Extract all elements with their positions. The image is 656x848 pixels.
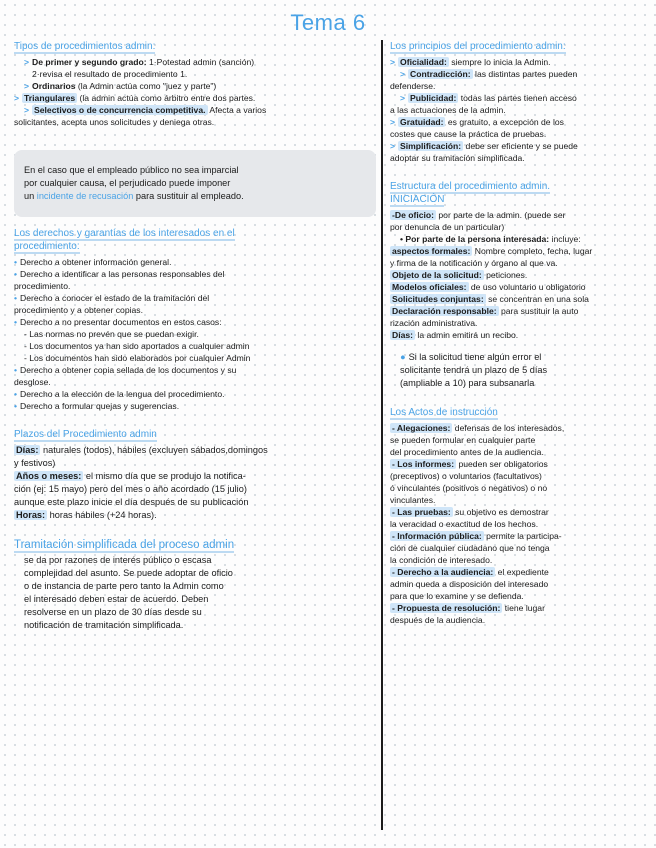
actos-line: la condición de interesado. [390,555,493,565]
list-item: desglose. [14,377,51,387]
tipos-line: 2·revisa el resultado de procedimiento 1. [32,69,188,79]
list-item: • Derecho a identificar a las personas responsables del [14,269,225,279]
page-title: Tema 6 [290,10,366,35]
estructura-line: por denuncia de un particular) [390,222,505,232]
tipos-line: > Ordinarios (la Admin actúa como "juez y parte") [24,81,217,91]
tipos-line: > De primer y segundo grado: 1·Potestad admin (sanción) [24,57,255,67]
principios-heading: Los principios del procedimiento admin: [390,41,566,52]
column-divider [381,40,383,830]
tipos-line: solicitantes, acepta unos solicitudes y deniega otras. [14,117,215,127]
list-item: • Derecho a la elección de la lengua del procedimiento. [14,389,225,399]
iniciacion-subheading: INICIACIÓN [390,194,445,205]
plazos-line: Horas: horas hábiles (+24 horas). [16,510,157,520]
actos-line: admin queda a disposición del interesado [390,579,549,589]
tramitacion-text [14,554,376,632]
tipos-line: > Triangulares (la admin actúa como árbitro entre dos partes. [14,93,256,103]
tramitacion-line: o de instancia de parte pero tanto la Admin como [24,581,224,591]
list-item: procedimiento. [14,281,71,291]
list-item: procedimiento y a obtener copias. [14,305,143,315]
principios-line: costes que cause la práctica de pruebas. [390,129,547,139]
principios-line: adoptar su tramitación simplificada. [390,153,525,163]
actos-line: - Derecho a la audiencia: el expediente [392,567,549,577]
actos-line: - Información pública: permite la participa- [392,531,562,541]
principios-list [390,56,646,164]
derechos-heading: Los derechos y garantías de los interesados en el procedimiento: [14,228,235,252]
estructura-line: y firma de la notificación y órgano al que va. [390,258,558,268]
right-column [390,40,646,626]
actos-line: se pueden formular en cualquier parte [390,435,536,445]
plazos-line: ción (ej: 15 mayo) pero del mes o año acordado (15 julio) [14,484,247,494]
actos-line: después de la audiencia. [390,615,486,625]
subsanar-line: (ampliable a 10) para subsanarla [400,378,535,388]
plazos-list [14,444,376,522]
estructura-line: aspectos formales: Nombre completo, fecha, lugar [392,246,593,256]
plazos-heading: Plazos del Procedimiento admin [14,429,157,440]
derechos-list [14,256,376,412]
principios-line: > Oficialidad: siempre lo inicia la Admin. [390,57,551,67]
principios-line: a las actuaciones de la admin. [390,105,506,115]
actos-line: - Los informes: pueden ser obligatorios [392,459,548,469]
list-item: - Los documentos han sido elaborados por cualquier Admin [24,353,251,363]
principios-line: defenderse. [390,81,436,91]
estructura-list [390,209,646,341]
tramitacion-line: notificación de tramitación simplificada. [24,620,184,630]
estructura-line: Objeto de la solicitud: peticiones. [392,270,528,280]
principios-line: > Contradicción: las distintas partes pueden [400,69,578,79]
list-item: • Derecho a formular quejas y sugerencias. [14,401,180,411]
estructura-line: rización administrativa. [390,318,478,328]
actos-line: - Propuesta de resolución: tiene lugar [392,603,545,613]
actos-line: la veracidad o exactitud de los hechos. [390,519,539,529]
actos-line: - Alegaciones: defensas de los interesados, [392,423,565,433]
list-item: • Derecho a no presentar documentos en estos casos: [14,317,222,327]
tramitacion-line: resolverse en un plazo de 30 días desde su [24,607,202,617]
actos-line: ción de cualquier ciudadano que no tenga [390,543,550,553]
list-item: • Derecho a obtener información general. [14,257,172,267]
note-line: por cualquier causa, el perjudicado puede imponer [24,178,231,188]
note-line: un incidente de recusación para sustituir al empleado. [24,191,244,201]
principios-line: > Gratuidad: es gratuito, a excepción de los [390,117,564,127]
estructura-line: -De oficio: por parte de la admin. (puede ser [392,210,566,220]
tipos-heading: Tipos de procedimientos admin: [14,41,156,52]
actos-line: - Las pruebas: su objetivo es demostrar [392,507,549,517]
list-item: - Las normas no prevén que se puedan exigir. [24,329,199,339]
list-item: - Los documentos ya han sido aportados a cualquier admin [24,341,250,351]
estructura-line: Días: la admin emitirá un recibo. [392,330,519,340]
estructura-line: Declaración responsable: para sustituir la auto [392,306,579,316]
actos-line: vinculantes. [390,495,436,505]
estructura-heading: Estructura del procedimiento admin. INICIACIÓN [390,181,551,205]
tipos-line: > Selectivos o de concurrencia competitiva. Afecta a varios [24,105,267,115]
actos-list [390,422,646,626]
actos-line: para que lo examine y se defienda. [390,591,524,601]
tramitacion-line: el interesado deben estar de acuerdo. Deben [24,594,209,604]
left-column [14,40,376,632]
estructura-line: • Por parte de la persona interesada: incluye: [400,234,581,244]
plazos-line: aunque este plazo inicie el día después de su publicación [14,497,249,507]
tramitacion-line: complejidad del asunto. Se puede adoptar de oficio [24,568,233,578]
principios-line: > Publicidad: todas las partes tienen acceso [400,93,577,103]
actos-line: del procedimiento antes de la audiencia. [390,447,544,457]
tramitacion-heading: Tramitación simplificada del proceso admin [14,539,235,551]
subsanar-line: solicitante tendrá un plazo de 5 días [400,365,548,375]
actos-line: (preceptivos) o voluntarios (facultativos) [390,471,542,481]
actos-line: ó vinculantes (positivos o negativos) o no [390,483,548,493]
plazos-line: Días: naturales (todos), hábiles (excluyen sábados,domingos [16,445,268,455]
note-line: En el caso que el empleado público no sea imparcial [24,165,239,175]
tipos-list [14,56,376,128]
tramitacion-line: se da por razones de interés público o escasa [24,555,212,565]
actos-heading: Los Actos de instrucción [390,407,498,418]
list-item: • Derecho a conocer el estado de la tramitación del [14,293,210,303]
recusacion-note [14,150,376,217]
plazos-line: Años o meses: el mismo día que se produjo la notifica- [16,471,246,481]
principios-line: > Simplificación: debe ser eficiente y se puede [390,141,578,151]
estructura-line: Modelos oficiales: de uso voluntario u obligatorio [392,282,586,292]
subsanar-note [390,351,646,390]
subsanar-line: ● Si la solicitud tiene algún error el [400,352,542,362]
plazos-line: y festivos) [14,458,56,468]
estructura-line: Solicitudes conjuntas: se concentran en una sola [392,294,589,304]
list-item: • Derecho a obtener copia sellada de los documentos y su [14,365,237,375]
